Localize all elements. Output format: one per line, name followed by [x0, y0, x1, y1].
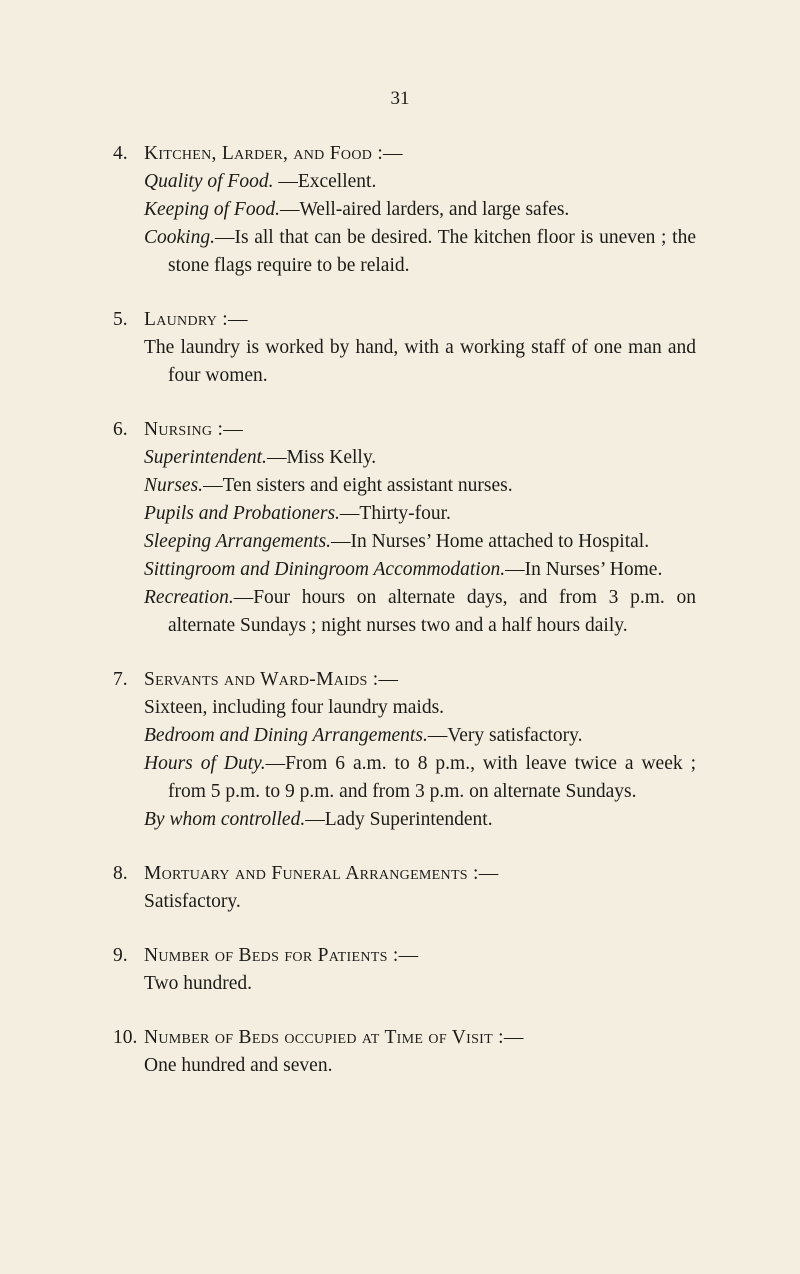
section-number: 4. [113, 143, 128, 164]
section-laundry [0, 306, 800, 390]
item-text: —Miss Kelly. [266, 447, 377, 468]
section-title: Mortuary and Funeral Arrangements :— [144, 863, 499, 884]
item-label: Recreation. [144, 587, 234, 608]
section-heading [0, 416, 800, 444]
item-label: Cooking. [144, 227, 215, 248]
section-occupied [0, 1024, 800, 1080]
section-nursing [0, 416, 800, 640]
section-kitchen [0, 140, 800, 280]
item-label: Superintendent. [144, 447, 267, 468]
item-label: By whom controlled. [144, 809, 306, 830]
item-label: Bedroom and Dining Arrangements. [144, 725, 428, 746]
mortuary-text: Satisfactory. [144, 891, 241, 912]
section-heading [0, 306, 800, 334]
servants-bedroom [144, 722, 696, 750]
section-title: Laundry :— [144, 309, 248, 330]
item-text: —Is all that can be desired. The kitchen floor is uneven ; the stone flags require to be relaid. [168, 227, 696, 276]
nursing-sleeping [144, 528, 696, 556]
item-text: —Very satisfactory. [427, 725, 583, 746]
section-heading [0, 140, 800, 168]
section-heading [0, 942, 800, 970]
item-text: —In Nurses’ Home. [505, 559, 663, 580]
section-title: Nursing :— [144, 419, 243, 440]
section-number: 9. [113, 945, 128, 966]
item-text: —Four hours on alternate days, and from 3 p.m. on alternate Sundays ; night nurses two and a half hours daily. [168, 587, 696, 636]
servants-text: Sixteen, including four laundry maids. [144, 697, 445, 718]
section-servants [0, 666, 800, 834]
item-label: Quality of Food. [144, 171, 274, 192]
item-text: —Lady Superintendent. [305, 809, 493, 830]
section-number: 7. [113, 669, 128, 690]
document-body [0, 140, 800, 1080]
occupied-text: One hundred and seven. [144, 1055, 333, 1076]
nursing-recreation [144, 584, 696, 640]
section-mortuary [0, 860, 800, 916]
item-label: Nurses. [144, 475, 204, 496]
item-text: —Thirty-four. [339, 503, 451, 524]
section-title: Number of Beds for Patients :— [144, 945, 419, 966]
beds-text: Two hundred. [144, 973, 253, 994]
kitchen-quality [144, 168, 696, 196]
nursing-sittingroom [144, 556, 696, 584]
item-text: —Ten sisters and eight assistant nurses. [203, 475, 513, 496]
item-label: Sittingroom and Diningroom Accommodation. [144, 559, 506, 580]
page-number: 31 [390, 88, 410, 109]
section-number: 10. [113, 1027, 138, 1048]
item-label: Keeping of Food. [144, 199, 280, 220]
laundry-text: The laundry is worked by hand, with a working staff of one man and four women. [144, 337, 696, 386]
item-text: —From 6 a.m. to 8 p.m., with leave twice a week ; from 5 p.m. to 9 p.m. and from 3 p.m. on alternate Sundays. [168, 753, 696, 802]
item-text: —In Nurses’ Home attached to Hospital. [331, 531, 650, 552]
item-label: Sleeping Arrangements. [144, 531, 332, 552]
nursing-pupils [144, 500, 696, 528]
section-title: Kitchen, Larder, and Food :— [144, 143, 403, 164]
section-heading [0, 860, 800, 888]
item-label: Pupils and Probationers. [144, 503, 340, 524]
section-title: Number of Beds occupied at Time of Visit :— [144, 1027, 524, 1048]
item-text: —Well-aired larders, and large safes. [279, 199, 570, 220]
section-heading [0, 666, 800, 694]
section-number: 8. [113, 863, 128, 884]
section-beds [0, 942, 800, 998]
section-number: 5. [113, 309, 128, 330]
item-label: Hours of Duty. [144, 753, 266, 774]
section-heading [0, 1024, 800, 1052]
kitchen-cooking [144, 224, 696, 280]
kitchen-keeping [144, 196, 696, 224]
servants-hours [144, 750, 696, 806]
item-text: —Excellent. [273, 171, 377, 192]
section-number: 6. [113, 419, 128, 440]
nursing-superintendent [144, 444, 696, 472]
section-title: Servants and Ward-Maids :— [144, 669, 399, 690]
nursing-nurses [144, 472, 696, 500]
servants-controlled [144, 806, 696, 834]
